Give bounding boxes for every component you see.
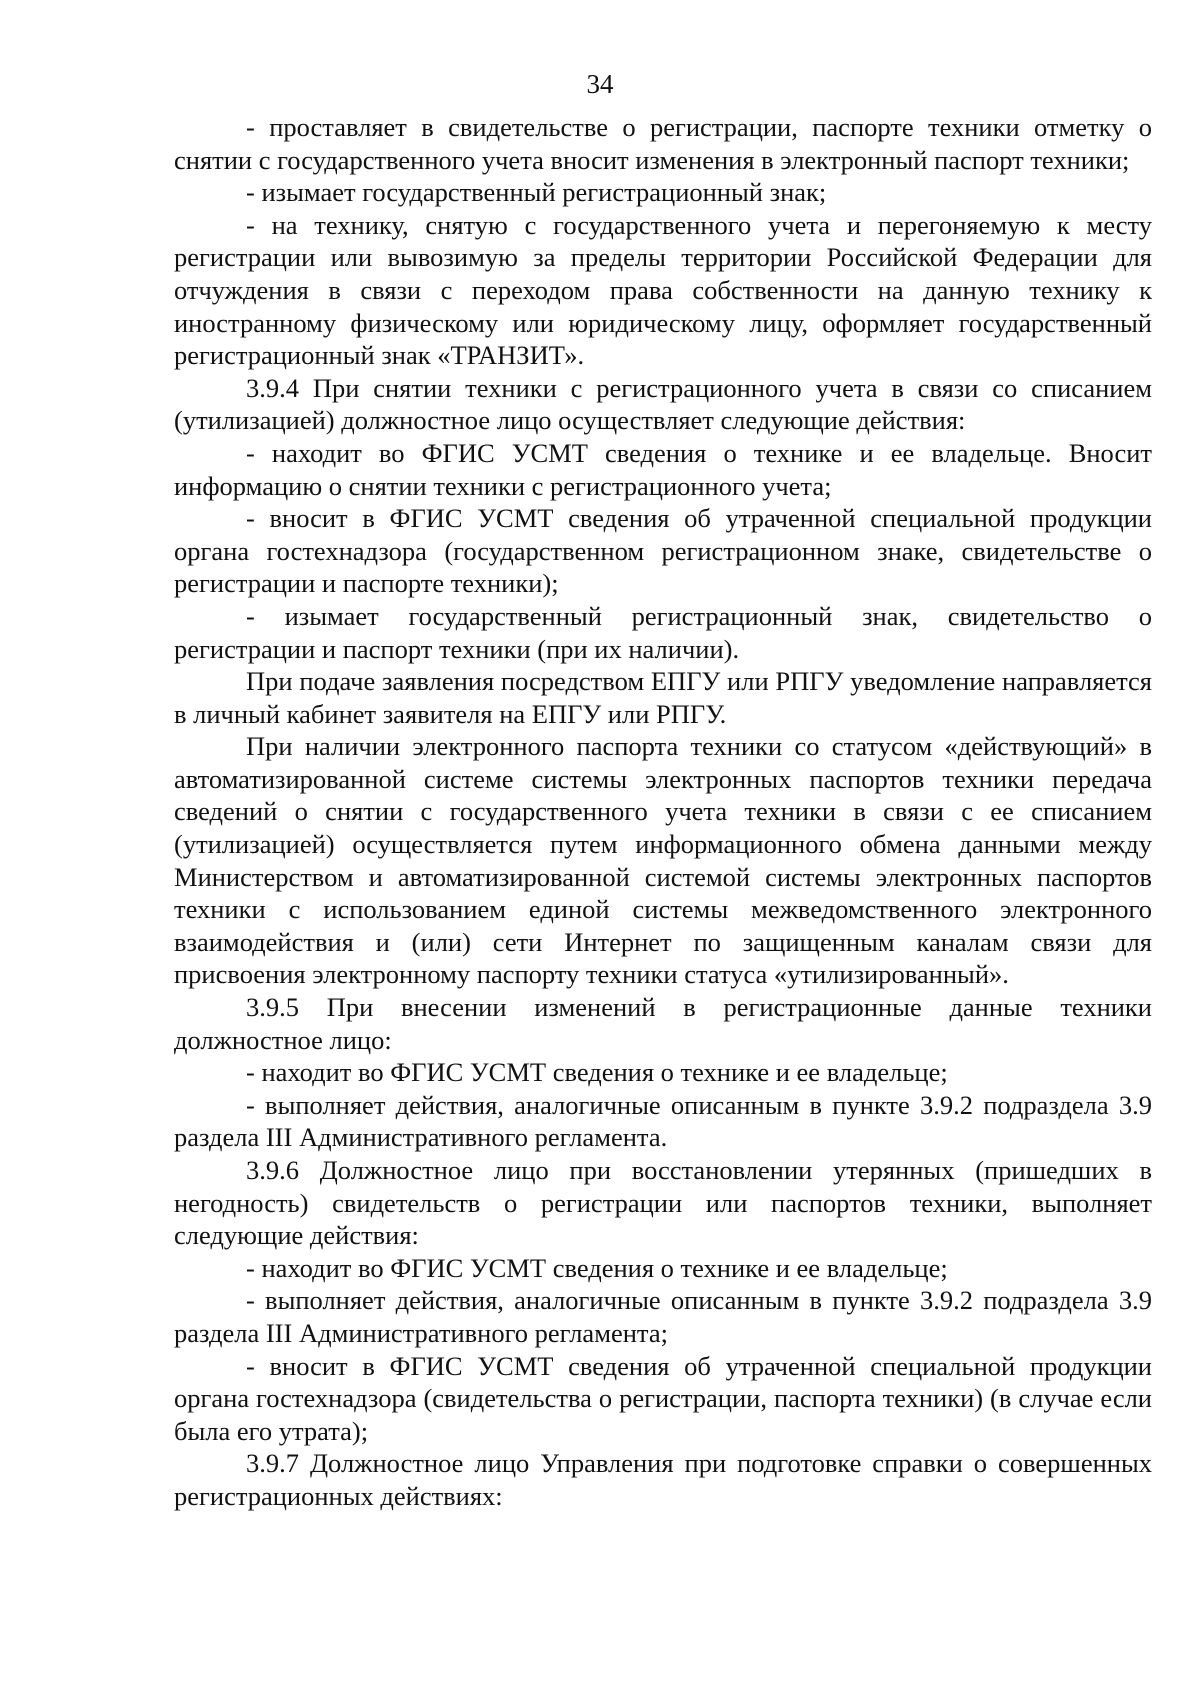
document-body [174,111,1152,1513]
paragraph: - изымает государственный регистрационный знак, свидетельство о регистрации и паспорт техники (при их наличии). [174,600,1152,664]
paragraph: 3.9.7 Должностное лицо Управления при подготовке справки о совершенных регистрационных действиях: [174,1448,1152,1511]
paragraph: 3.9.6 Должностное лицо при восстановлении утерянных (пришедших в негодность) свидетельств о регистрации или паспортов техники, выполняет следующие действия: [174,1155,1152,1251]
paragraph: - вносит в ФГИС УСМТ сведения об утраченной специальной продукции органа гостехнадзора (государственном регистрационном знаке, свидетельстве о регистрации и паспорте техники); [174,503,1152,599]
paragraph: При наличии электронного паспорта техники со статусом «действующий» в автоматизированной системе системы электронных паспортов техники передача сведений о снятии с государственного учета техники в связи с ее списанием (утилизацией) осуществляется путем информационного обмена данными между Министерством и автоматизированной системой системы электронных паспортов техники с использованием единой системы межведомственного электронного взаимодействия и (или) сети Интернет по защищенным каналам связи для присвоения электронному паспорту техники статуса «утилизированный». [174,731,1152,990]
paragraph: При подаче заявления посредством ЕПГУ или РПГУ уведомление направляется в личный кабинет заявителя на ЕПГУ или РПГУ. [174,666,1152,729]
paragraph: - изымает государственный регистрационный знак; [246,177,827,208]
paragraph: - проставляет в свидетельстве о регистрации, паспорте техники отметку о снятии с государственного учета вносит изменения в электронный паспорт техники; [174,112,1152,175]
paragraph: 3.9.4 При снятии техники с регистрационного учета в связи со списанием (утилизацией) должностное лицо осуществляет следующие действия: [174,372,1152,436]
paragraph: - выполняет действия, аналогичные описанным в пункте 3.9.2 подраздела 3.9 раздела III Административного регламента; [174,1285,1152,1348]
paragraph: - выполняет действия, аналогичные описанным в пункте 3.9.2 подраздела 3.9 раздела III Административного регламента. [174,1089,1152,1153]
paragraph: - находит во ФГИС УСМТ сведения о технике и ее владельце. Вносит информацию о снятии техники с регистрационного учета; [174,437,1152,501]
paragraph: - находит во ФГИС УСМТ сведения о технике и ее владельце; [246,1057,948,1088]
page-number: 34 [586,69,614,99]
paragraph: - находит во ФГИС УСМТ сведения о технике и ее владельце; [246,1252,948,1283]
paragraph: 3.9.5 При внесении изменений в регистрационные данные техники должностное лицо: [174,992,1152,1055]
paragraph: - вносит в ФГИС УСМТ сведения об утраченной специальной продукции органа гостехнадзора (свидетельства о регистрации, паспорта техники) (в случае если была его утрата); [174,1350,1152,1446]
paragraph: - на технику, снятую с государственного учета и перегоняемую к месту регистрации или вывозимую за пределы территории Российской Федерации для отчуждения в связи с переходом права собственности на данную технику к иностранному физическому или юридическому лицу, оформляет государственный регистрационный знак «ТРАНЗИТ». [174,209,1152,371]
